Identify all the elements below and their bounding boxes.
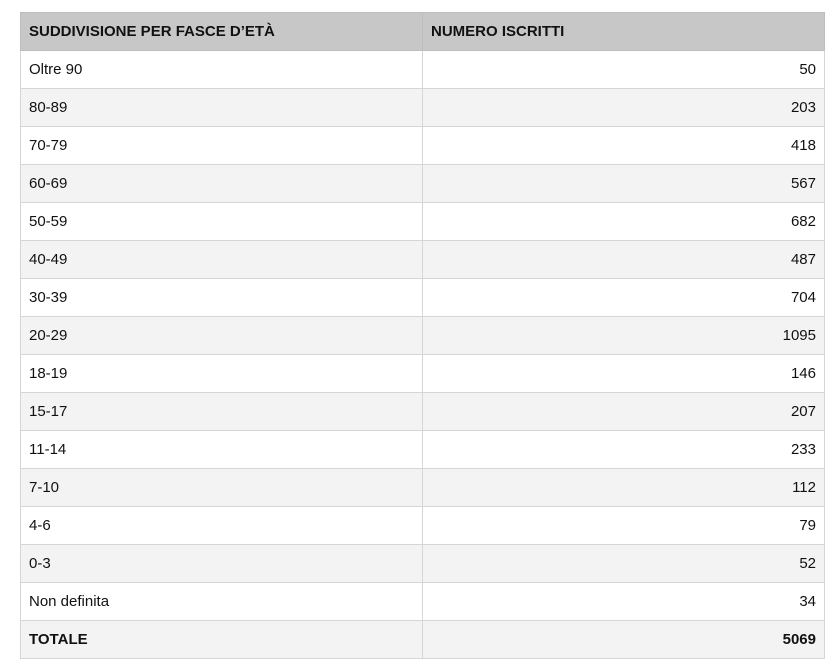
enrolled-count-cell: 203 [423,89,825,127]
age-group-cell: 80-89 [21,89,423,127]
age-group-cell: 70-79 [21,127,423,165]
enrolled-count-cell: 1095 [423,317,825,355]
table-row [21,51,825,89]
table-row [21,393,825,431]
enrolled-count-cell: 233 [423,431,825,469]
enrolled-count-cell: 207 [423,393,825,431]
age-group-cell: 4-6 [21,507,423,545]
enrolled-count-cell: 567 [423,165,825,203]
total-value: 5069 [423,621,825,659]
age-group-cell: 15-17 [21,393,423,431]
table-row [21,583,825,621]
enrolled-count-cell: 112 [423,469,825,507]
age-group-cell: 30-39 [21,279,423,317]
enrolled-count-cell: 704 [423,279,825,317]
age-group-cell: 11-14 [21,431,423,469]
table-row [21,317,825,355]
enrolled-count-cell: 418 [423,127,825,165]
total-label: TOTALE [21,621,423,659]
table-row [21,469,825,507]
age-group-cell: 18-19 [21,355,423,393]
table-row [21,431,825,469]
table-row [21,241,825,279]
age-group-table [20,12,825,659]
table-row [21,507,825,545]
enrolled-count-cell: 52 [423,545,825,583]
table-row [21,89,825,127]
enrolled-count-cell: 146 [423,355,825,393]
age-group-cell: Non definita [21,583,423,621]
table-row [21,355,825,393]
enrolled-count-cell: 34 [423,583,825,621]
enrolled-count-cell: 79 [423,507,825,545]
age-group-cell: 7-10 [21,469,423,507]
enrolled-count-cell: 682 [423,203,825,241]
age-group-cell: 20-29 [21,317,423,355]
age-group-cell: 60-69 [21,165,423,203]
enrolled-count-cell: 50 [423,51,825,89]
total-row [21,621,825,659]
table-row [21,279,825,317]
table-row [21,165,825,203]
age-group-cell: 0-3 [21,545,423,583]
column-header-age-group: SUDDIVISIONE PER FASCE D’ETÀ [21,13,423,51]
age-group-cell: Oltre 90 [21,51,423,89]
age-group-cell: 50-59 [21,203,423,241]
table-row [21,203,825,241]
table-row [21,545,825,583]
column-header-enrolled-count: NUMERO ISCRITTI [423,13,825,51]
enrolled-count-cell: 487 [423,241,825,279]
age-group-cell: 40-49 [21,241,423,279]
table-header-row [21,13,825,51]
table-row [21,127,825,165]
